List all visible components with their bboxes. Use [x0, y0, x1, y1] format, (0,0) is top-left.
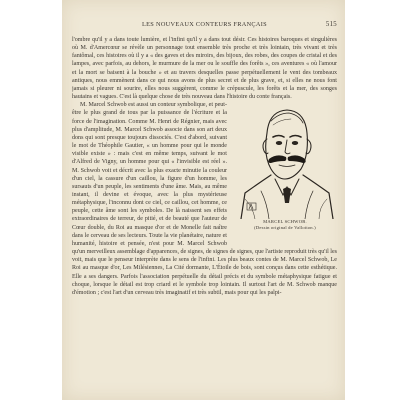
portrait-figure [233, 103, 337, 239]
portrait-illustration [233, 103, 337, 219]
paragraph-1: l'ombre qu'il y a dans toute lumière, et l'infini qu'il y a dans tout désir. Ces histoires baroques et singulières où M. d'Amercœur se révèle un personnage tout ensemble très proche et très lointain, très vivant et très fantômal, ces histoires où il y a « des gaves et des miroirs, des bijoux, des robes, des coupes de cristal et des lampes, avec parfois, au dehors, le murmure de la mer ou le souffle des forêts », ces aventures « où l'amour et la mort se baisent à la bouche » et au travers desquelles passe perpétuellement le vent des tombeaux antiques, nous emmènent dans ce qui nous avons de plus secret et de plus grave, et, si elles ne nous font jamais si pleurer ni sourire, elles nous suggèrent, comme le crépuscule, les forêts et la mer, des songes hautains et vagues. C'est là quelque chose de très nouveau dans l'histoire du conte français. [72, 37, 337, 101]
page-number: 515 [325, 21, 337, 28]
book-page [62, 0, 345, 400]
figure-caption: MARCEL SCHWOB. [263, 219, 307, 225]
figure-credit: (Dessin original de Vallotton.) [254, 224, 316, 230]
running-header [72, 21, 337, 31]
running-title: LES NOUVEAUX CONTEURS FRANÇAIS [142, 21, 267, 28]
paragraph-2: M. Marcel Schwob est aussi un conteur symbolique, et peut-être le plus grand de tous par la puissance de l'écriture et la force de l'imagination. Comme M. Henri de Régnier, mais avec plus d'amplitude, M. Marcel Schwob associe dans son art deux dons qui sont presque toujours dissociés. C'est d'abord, suivant le mot de Théophile Gautier, « un homme pour qui le monde visible existe » : mais c'est en même temps, suivant le mot d'Alfred de Vigny, un homme pour qui « l'invisible est réel ». M. Schwob voit et décrit avec la plus exacte minutie la couleur d'un ciel, la cassure d'un caillou, la figure d'un homme, les sursauts d'un peuple, les sentiments d'une âme. Mais, au même instant, il devine et évoque, avec la plus mystérieuse métaphysique, l'inconnu dont ce ciel, ce caillou, cet homme, ce peuple, cette âme sont les symboles. De là naissent ses effets extraordinaires de terreur, de pitié, et de beauté que l'auteur de Cœur double, du Roi au masque d'or et de Monelle fait naître dans le cerveau de ses lecteurs. Toute la vie planétaire, nature et humanité, histoire et pensée, n'est pour M. Marcel Schwob qu'un merveilleux assemblage d'apparences, de signes, de signes de signes, que l'artiste reproduit très qu'il les voit, mais que le penseur interprète dans le sens de l'infini. Les plus beaux contes de M. Marcel Schwob, Le Roi au masque d'or, Les Milésiennes, La Cité dormante, L'Étoile de bois, sont conçus dans cette esthétique. Elle a ses dangers. Parfois l'association perpétuelle du détail précis et du symbole métaphysique fatigue et choque, lorsque le détail est trop criard et le symbole trop lointain. Il surtout l'art de M. Schwob manque d'émotion ; c'est l'art d'un cerveau très imaginatif et très subtil, mais pour qui les palpi- [72, 102, 337, 296]
article-body [72, 36, 337, 386]
